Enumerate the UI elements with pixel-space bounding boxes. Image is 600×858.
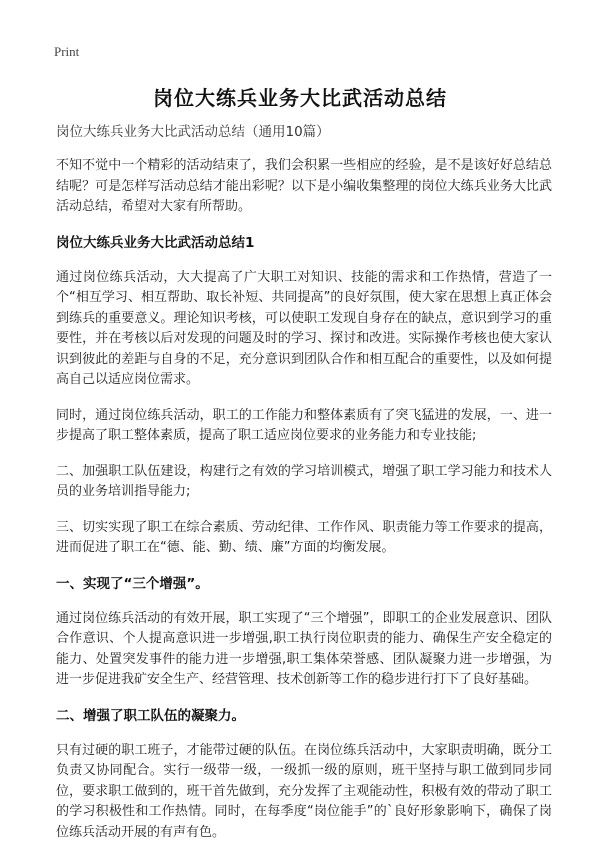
- paragraph-6: 只有过硬的职工班子，才能带过硬的队伍。在岗位练兵活动中，大家职责明确，既分工负责又协同配合。实行一级带一级，一级抓一级的原则，班干坚持与职工做到同步同位，要求职工做到的，班干首先做到，充分发挥了主观能动性，积极有效的带动了职工的学习积极性和工作热情。同时，在每季度“岗位能手”的`良好形象影响下，确保了岗位练兵活动开展的有声有色。: [56, 742, 552, 840]
- section-heading-1: 岗位大练兵业务大比武活动总结1: [56, 234, 255, 251]
- document-subtitle: 岗位大练兵业务大比武活动总结（通用10篇）: [56, 124, 330, 140]
- page-title: 岗位大练兵业务大比武活动总结: [153, 86, 447, 110]
- subheading-cohesion: 二、增强了职工队伍的凝聚力。: [56, 707, 245, 724]
- paragraph-4: 三、切实实现了职工在综合素质、劳动纪律、工作作风、职责能力等工作要求的提高，进而促进了职工在“德、能、勤、绩、廉”方面的均衡发展。: [56, 519, 552, 555]
- print-link[interactable]: Print: [54, 44, 80, 59]
- paragraph-1: 通过岗位练兵活动，大大提高了广大职工对知识、技能的需求和工作热情，营造了一个“相互学习、相互帮助、取长补短、共同提高”的良好氛围，使大家在思想上真正体会到练兵的重要意义。理论知识考核，可以使职工发现自身存在的缺点，意识到学习的重要性，并在考核以后对发现的问题及时的学习、探讨和改进。实际操作考核也使大家认识到彼此的差距与自身的不足，充分意识到团队合作和相互配合的重要性，以及如何提高自己以适应岗位需求。: [56, 269, 552, 387]
- document-body: [56, 120, 552, 858]
- intro-paragraph: 不知不觉中一个精彩的活动结束了，我们会积累一些相应的经验，是不是该好好总结总结呢？可是怎样写活动总结才能出彩呢？以下是小编收集整理的岗位大练兵业务大比武活动总结，希望对大家有所帮助。: [56, 158, 552, 214]
- paragraph-3: 二、加强职工队伍建设，构建行之有效的学习培训模式，增强了职工学习能力和技术人员的业务培训指导能力;: [56, 463, 552, 499]
- paragraph-2: 同时，通过岗位练兵活动，职工的工作能力和整体素质有了突飞猛进的发展，一、进一步提高了职工整体素质，提高了职工适应岗位要求的业务能力和专业技能;: [56, 407, 552, 443]
- paragraph-5: 通过岗位练兵活动的有效开展，职工实现了“三个增强”，即职工的企业发展意识、团队合作意识、个人提高意识进一步增强,职工执行岗位职责的能力、确保生产安全稳定的能力、处置突发事件的能力进一步增强,职工集体荣誉感、团队凝聚力进一步增强，为进一步促进我矿安全生产、经营管理、技术创新等工作的稳步进行打下了良好基础。: [56, 610, 552, 687]
- subheading-three-enhancements: 一、实现了“三个增强”。: [56, 575, 209, 592]
